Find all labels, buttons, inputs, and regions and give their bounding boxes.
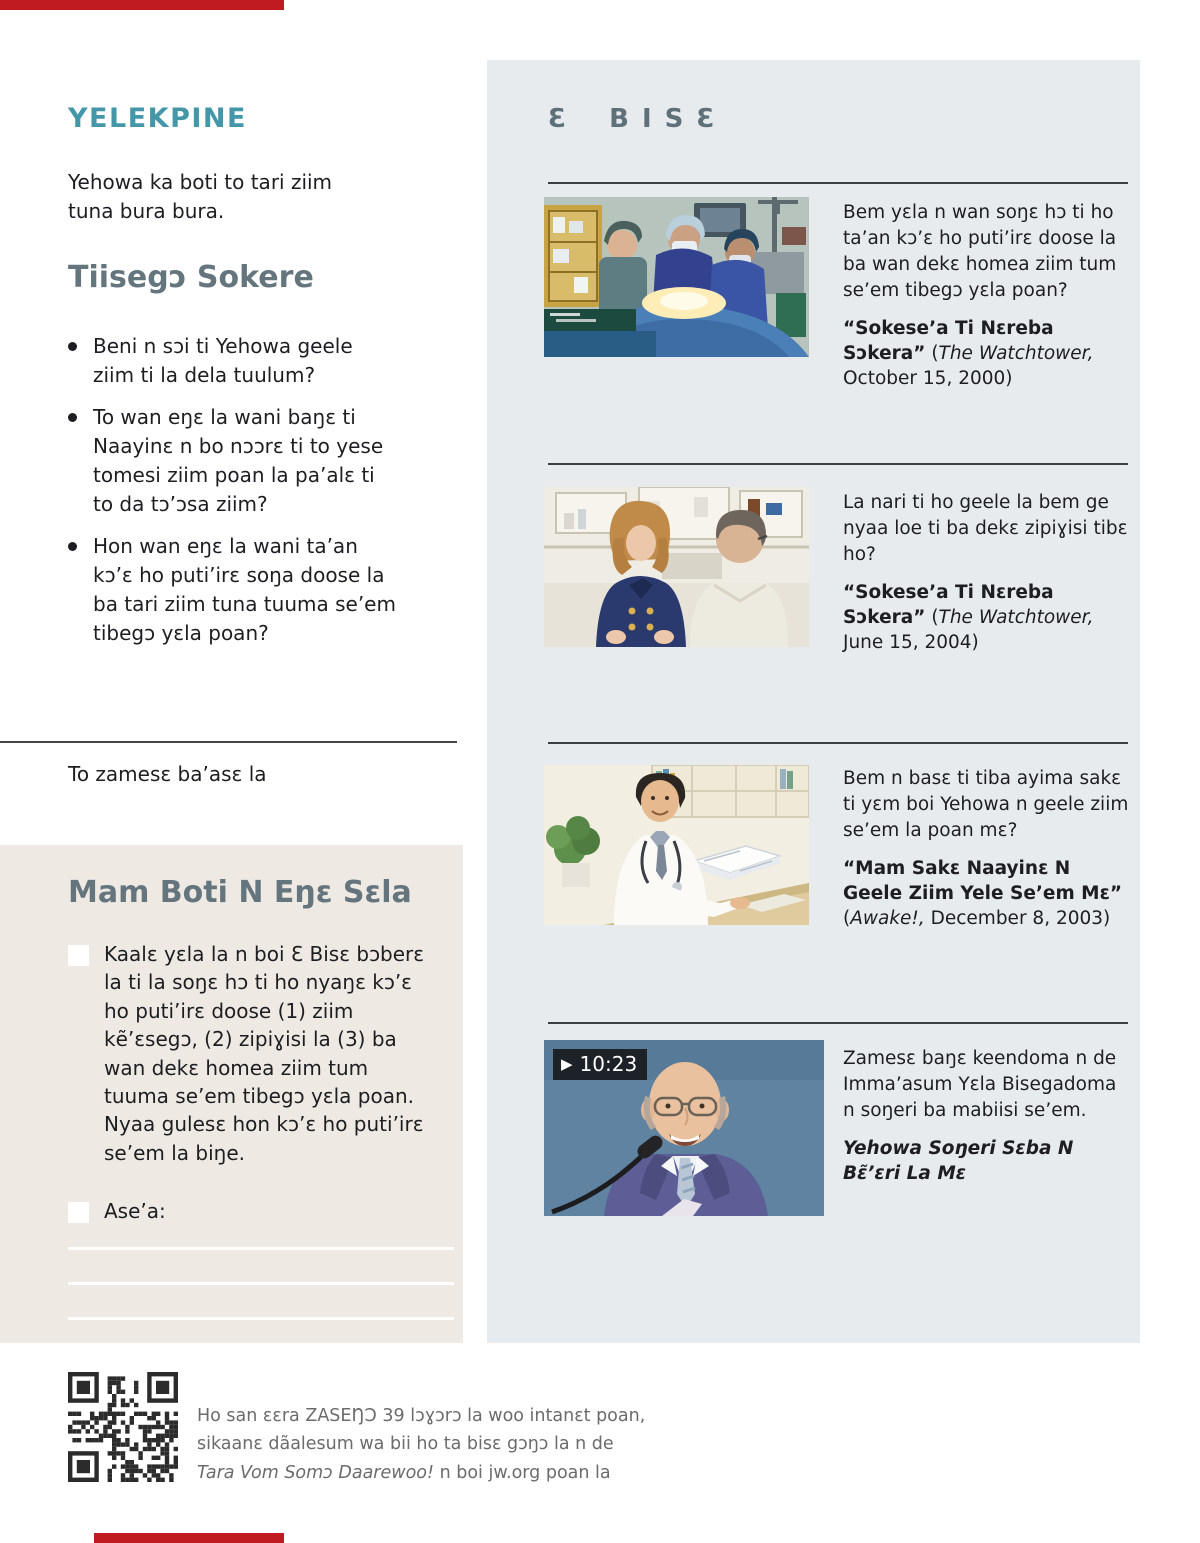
surgery-operating-room-photo xyxy=(544,197,809,357)
list-item xyxy=(68,332,404,390)
media-item-divider xyxy=(548,742,1128,744)
media-question: Bem yɛla n wan soŋɛ hɔ ti ho ta’an kɔ’ɛ ho puti’irɛ doose la ba wan dekɛ homea ziim tum se’em tibegɔ yɛla poan? xyxy=(843,202,1117,301)
dig-deeper-title: Tiisegɔ Sokere xyxy=(68,260,314,295)
watch-media-panel xyxy=(487,60,1140,1343)
media-question: Bem n basɛ ti tiba ayima sakɛ ti yɛm boi Yehowa n geele ziim se’em la poan mɛ? xyxy=(843,768,1129,841)
publication-title: Tara Vom Somɔ Daarewoo! xyxy=(197,1462,434,1483)
todo-box xyxy=(0,845,463,1343)
goal-section-title: YELEKPINE xyxy=(68,103,247,134)
todo-item-text: Ase’a: xyxy=(104,1199,166,1223)
video-title: Yehowa Soŋeri Sɛba N Bɛ̃’ɛri La Mɛ xyxy=(843,1137,1074,1184)
media-citation: “Mam Sakɛ Naayinɛ N Geele Ziim Yele Se’em Mɛ” (Awake!, December 8, 2003) xyxy=(843,857,1123,929)
media-question: La nari ti ho geele la bem ge nyaa loe ti ba dekɛ zipiɣisi tibɛ ho? xyxy=(843,492,1128,565)
media-item-divider xyxy=(548,463,1128,465)
media-item-divider xyxy=(548,1022,1128,1024)
after-study-label: To zamesɛ ba’asɛ la xyxy=(68,762,267,786)
footer-line: Tara Vom Somɔ Daarewoo! n boi jw.org poan la xyxy=(197,1462,611,1483)
media-item-text xyxy=(843,490,1131,656)
answer-line[interactable] xyxy=(68,1247,454,1250)
media-panel-title: Ɛ BISƐ xyxy=(548,104,728,134)
section-divider xyxy=(0,741,457,743)
video-thumbnail-speaker[interactable] xyxy=(544,1040,824,1216)
media-item-text xyxy=(843,1046,1131,1187)
goal-text: Yehowa ka boti to tari ziim tuna bura bura. xyxy=(68,170,333,223)
footer-line: Ho san ɛɛra ZASEŊƆ 39 lɔɣɔrɔ la woo intanɛt poan, xyxy=(197,1406,646,1426)
todo-item xyxy=(68,940,430,1167)
list-item xyxy=(68,532,404,648)
red-accent-bar-bottom xyxy=(94,1533,284,1543)
red-accent-bar-top xyxy=(0,0,284,10)
media-item-divider xyxy=(548,182,1128,184)
play-icon: ▶ xyxy=(561,1055,573,1073)
media-citation: “Sokese’a Ti Nɛreba Sɔkera” (The Watchtower, October 15, 2000) xyxy=(843,317,1094,389)
media-item-text xyxy=(843,766,1131,932)
answer-line[interactable] xyxy=(68,1282,454,1285)
checkbox[interactable] xyxy=(68,945,89,966)
question-text: To wan eŋɛ la wani baŋɛ ti Naayinɛ n bo nɔɔrɛ ti to yese tomesi ziim poan la pa’alɛ ti to da tɔ’ɔsa ziim? xyxy=(93,405,384,516)
doctor-at-desk-photo xyxy=(544,765,809,925)
qr-code xyxy=(68,1372,178,1482)
media-citation: “Sokese’a Ti Nɛreba Sɔkera” (The Watchtower, June 15, 2004) xyxy=(843,581,1094,653)
bullet-dot xyxy=(68,413,77,422)
media-question: Zamesɛ baŋɛ keendoma n de Imma’asum Yɛla Bisegadoma n soŋeri ba mabiisi se’em. xyxy=(843,1048,1117,1121)
question-text: Hon wan eŋɛ la wani ta’an kɔ’ɛ ho puti’irɛ soŋa doose la ba tari ziim tuna tuuma se’em tibegɔ yɛla poan? xyxy=(93,534,396,645)
patient-doctor-consultation-photo xyxy=(544,487,809,647)
video-duration-badge xyxy=(553,1049,647,1080)
footer-line: sikaanɛ dãalesum wa bii ho ta bisɛ gɔŋɔ la n de xyxy=(197,1434,614,1455)
todo-item xyxy=(68,1197,430,1225)
dig-deeper-question-list xyxy=(68,332,404,661)
checkbox[interactable] xyxy=(68,1202,89,1223)
bullet-dot xyxy=(68,542,77,551)
footer-note xyxy=(197,1402,647,1487)
media-item-text xyxy=(843,200,1131,391)
todo-box-title: Mam Boti N Eŋɛ Sɛla xyxy=(68,875,412,910)
question-text: Beni n sɔi ti Yehowa geele ziim ti la dela tuulum? xyxy=(93,334,353,387)
todo-item-text: Kaalɛ yɛla la n boi Ɛ Bisɛ bɔberɛ la ti la soŋɛ hɔ ti ho nyaŋɛ kɔ’ɛ ho puti’irɛ doose (1) ziim kẽ’ɛsegɔ, (2) zipiɣisi la (3) ba wan dekɛ homea ziim tum tuuma se’em tibegɔ yɛla poan. Nyaa gulesɛ hon kɔ’ɛ ho puti’irɛ se’em la biŋe. xyxy=(104,942,425,1165)
bullet-dot xyxy=(68,342,77,351)
list-item xyxy=(68,403,404,519)
answer-line[interactable] xyxy=(68,1317,454,1320)
video-duration: 10:23 xyxy=(579,1052,638,1076)
